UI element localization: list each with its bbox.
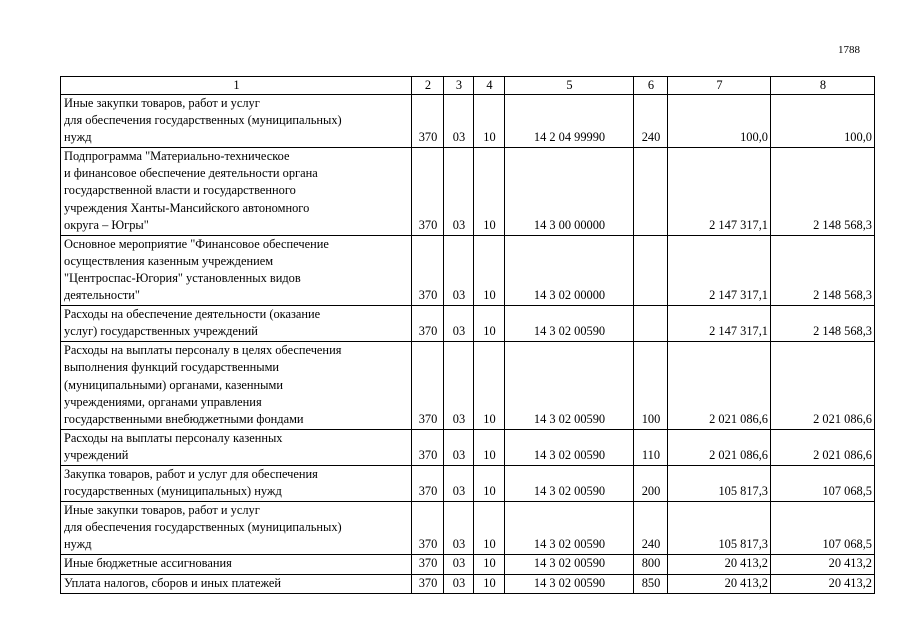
- cell-amount-year-1: 2 021 086,6: [668, 342, 771, 429]
- cell-section: 03: [444, 555, 474, 574]
- cell-subsection: 10: [474, 502, 505, 555]
- header-cell: 5: [505, 77, 634, 95]
- cell-item-name: [61, 465, 412, 501]
- item-name-line: для обеспечения государственных (муниципальных): [64, 113, 342, 128]
- cell-expense-type: 100: [634, 342, 668, 429]
- table-row: [61, 235, 875, 305]
- item-name-line: услуг) государственных учреждений: [64, 324, 258, 339]
- item-name-line: округа – Югры": [64, 217, 149, 232]
- cell-expense-type: [634, 235, 668, 305]
- cell-target-article: 14 3 02 00590: [505, 465, 634, 501]
- cell-item-name: [61, 235, 412, 305]
- table-row: [61, 502, 875, 555]
- cell-subsection: 10: [474, 574, 505, 593]
- cell-subsection: 10: [474, 555, 505, 574]
- table-row: [61, 342, 875, 429]
- table-row: [61, 429, 875, 465]
- cell-item-name: [61, 342, 412, 429]
- item-name-line: Иные бюджетные ассигнования: [64, 556, 232, 571]
- item-name-line: Подпрограмма "Материально-техническое: [64, 149, 290, 164]
- cell-section: 03: [444, 429, 474, 465]
- item-name-line: Закупка товаров, работ и услуг для обеспечения: [64, 466, 318, 481]
- cell-subsection: 10: [474, 429, 505, 465]
- cell-subsection: 10: [474, 148, 505, 235]
- cell-section: 03: [444, 342, 474, 429]
- item-name-line: учреждения Ханты-Мансийского автономного: [64, 200, 310, 215]
- cell-amount-year-1: 100,0: [668, 95, 771, 148]
- cell-amount-year-1: 2 147 317,1: [668, 235, 771, 305]
- cell-item-name: [61, 95, 412, 148]
- cell-amount-year-2: 20 413,2: [771, 574, 875, 593]
- cell-amount-year-2: 2 148 568,3: [771, 148, 875, 235]
- item-name-line: учреждений: [64, 447, 129, 462]
- cell-target-article: 14 3 02 00590: [505, 429, 634, 465]
- cell-expense-type: 800: [634, 555, 668, 574]
- cell-expense-type: 240: [634, 95, 668, 148]
- cell-subsection: 10: [474, 95, 505, 148]
- cell-amount-year-1: 2 021 086,6: [668, 429, 771, 465]
- cell-admin-code: 370: [412, 235, 444, 305]
- cell-admin-code: 370: [412, 342, 444, 429]
- cell-target-article: 14 2 04 99990: [505, 95, 634, 148]
- cell-section: 03: [444, 95, 474, 148]
- item-name-line: нужд: [64, 130, 92, 145]
- table-row: [61, 574, 875, 593]
- item-name-line: Иные закупки товаров, работ и услуг: [64, 503, 260, 518]
- cell-section: 03: [444, 574, 474, 593]
- cell-subsection: 10: [474, 342, 505, 429]
- cell-target-article: 14 3 02 00590: [505, 342, 634, 429]
- item-name-line: "Центроспас-Югория" установленных видов: [64, 270, 301, 285]
- page-number: 1788: [838, 44, 860, 56]
- cell-amount-year-2: 20 413,2: [771, 555, 875, 574]
- table-header-row: [61, 77, 875, 95]
- cell-section: 03: [444, 465, 474, 501]
- cell-amount-year-2: 107 068,5: [771, 465, 875, 501]
- cell-amount-year-2: 2 148 568,3: [771, 306, 875, 342]
- table-row: [61, 465, 875, 501]
- item-name-line: выполнения функций государственными: [64, 360, 280, 375]
- item-name-line: Расходы на выплаты персоналу в целях обеспечения: [64, 343, 342, 358]
- cell-amount-year-1: 20 413,2: [668, 555, 771, 574]
- cell-section: 03: [444, 148, 474, 235]
- cell-admin-code: 370: [412, 465, 444, 501]
- cell-admin-code: 370: [412, 306, 444, 342]
- item-name-line: Уплата налогов, сборов и иных платежей: [64, 575, 282, 590]
- cell-item-name: [61, 429, 412, 465]
- cell-amount-year-2: 2 021 086,6: [771, 429, 875, 465]
- cell-admin-code: 370: [412, 429, 444, 465]
- cell-expense-type: 200: [634, 465, 668, 501]
- budget-table: [60, 76, 875, 594]
- item-name-line: учреждениями, органами управления: [64, 394, 262, 409]
- item-name-line: для обеспечения государственных (муниципальных): [64, 520, 342, 535]
- item-name-line: Иные закупки товаров, работ и услуг: [64, 96, 260, 110]
- header-cell: 1: [61, 77, 412, 95]
- cell-subsection: 10: [474, 235, 505, 305]
- item-name-line: деятельности": [64, 288, 140, 303]
- cell-item-name: [61, 574, 412, 593]
- cell-section: 03: [444, 235, 474, 305]
- cell-section: 03: [444, 306, 474, 342]
- cell-amount-year-1: 105 817,3: [668, 502, 771, 555]
- cell-expense-type: [634, 306, 668, 342]
- cell-amount-year-1: 2 147 317,1: [668, 306, 771, 342]
- table-row: [61, 555, 875, 574]
- cell-amount-year-2: 2 021 086,6: [771, 342, 875, 429]
- cell-admin-code: 370: [412, 148, 444, 235]
- header-cell: 4: [474, 77, 505, 95]
- cell-amount-year-2: 2 148 568,3: [771, 235, 875, 305]
- table-row: [61, 148, 875, 235]
- cell-admin-code: 370: [412, 555, 444, 574]
- cell-section: 03: [444, 502, 474, 555]
- cell-target-article: 14 3 00 00000: [505, 148, 634, 235]
- cell-subsection: 10: [474, 306, 505, 342]
- cell-amount-year-1: 105 817,3: [668, 465, 771, 501]
- cell-admin-code: 370: [412, 574, 444, 593]
- header-cell: 2: [412, 77, 444, 95]
- cell-admin-code: 370: [412, 502, 444, 555]
- header-cell: 7: [668, 77, 771, 95]
- cell-target-article: 14 3 02 00590: [505, 555, 634, 574]
- cell-admin-code: 370: [412, 95, 444, 148]
- table-row: [61, 95, 875, 148]
- cell-expense-type: 240: [634, 502, 668, 555]
- cell-amount-year-2: 107 068,5: [771, 502, 875, 555]
- cell-item-name: [61, 555, 412, 574]
- item-name-line: (муниципальными) органами, казенными: [64, 377, 283, 392]
- item-name-line: Расходы на обеспечение деятельности (оказание: [64, 307, 321, 322]
- item-name-line: осуществления казенным учреждением: [64, 253, 274, 268]
- item-name-line: государственных (муниципальных) нужд: [64, 484, 282, 499]
- cell-item-name: [61, 502, 412, 555]
- item-name-line: нужд: [64, 537, 92, 552]
- cell-amount-year-2: 100,0: [771, 95, 875, 148]
- table-row: [61, 306, 875, 342]
- item-name-line: и финансовое обеспечение деятельности органа: [64, 166, 318, 181]
- cell-expense-type: [634, 148, 668, 235]
- cell-item-name: [61, 306, 412, 342]
- cell-expense-type: 850: [634, 574, 668, 593]
- item-name-line: Основное мероприятие "Финансовое обеспечение: [64, 236, 329, 251]
- cell-amount-year-1: 20 413,2: [668, 574, 771, 593]
- header-cell: 8: [771, 77, 875, 95]
- cell-subsection: 10: [474, 465, 505, 501]
- cell-expense-type: 110: [634, 429, 668, 465]
- header-cell: 6: [634, 77, 668, 95]
- header-cell: 3: [444, 77, 474, 95]
- cell-target-article: 14 3 02 00590: [505, 502, 634, 555]
- cell-target-article: 14 3 02 00590: [505, 306, 634, 342]
- cell-item-name: [61, 148, 412, 235]
- item-name-line: государственной власти и государственного: [64, 183, 296, 198]
- cell-target-article: 14 3 02 00000: [505, 235, 634, 305]
- cell-amount-year-1: 2 147 317,1: [668, 148, 771, 235]
- item-name-line: государственными внебюджетными фондами: [64, 411, 304, 426]
- item-name-line: Расходы на выплаты персоналу казенных: [64, 430, 283, 445]
- cell-target-article: 14 3 02 00590: [505, 574, 634, 593]
